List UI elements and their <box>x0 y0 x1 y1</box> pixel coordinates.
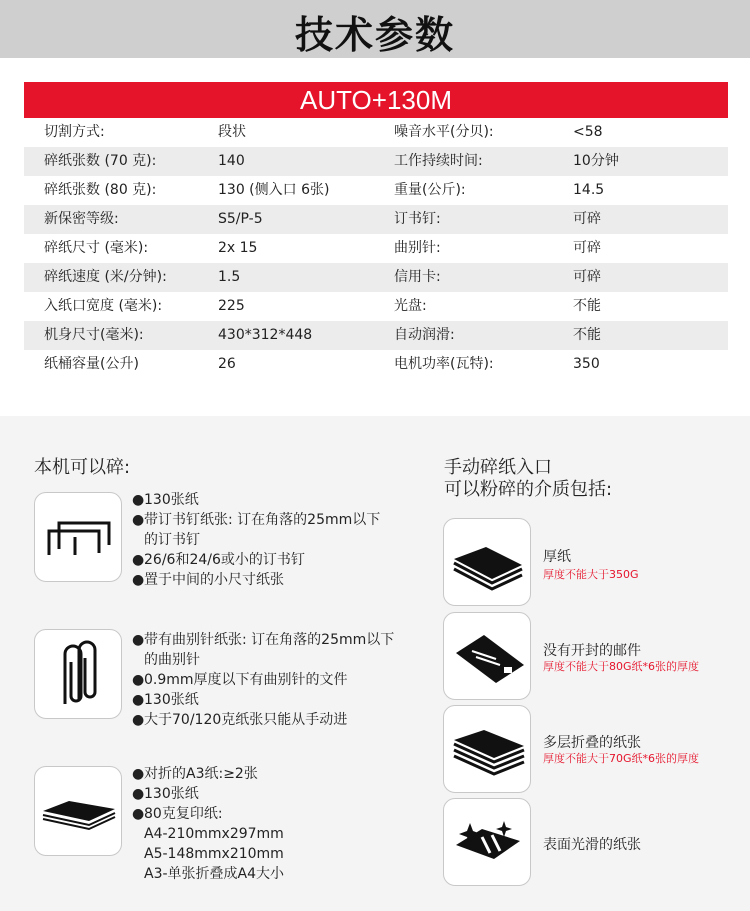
glossy-paper-icon <box>443 798 531 886</box>
spec-row <box>24 118 728 147</box>
list-item: 的订书钉 <box>144 532 200 548</box>
spec-value: 可碎 <box>573 240 601 256</box>
media-note: 厚度不能大于70G纸*6张的厚度 <box>543 752 700 765</box>
list-item: ● 130张纸 <box>132 692 199 708</box>
list-item: ● 带订书钉纸张: 订在角落的25mm以下 <box>132 512 381 528</box>
list-item: ● 对折的A3纸:≥2张 <box>132 766 258 782</box>
spec-row <box>24 234 728 263</box>
folded-paper-list <box>132 764 284 884</box>
list-item: ● 0.9mm厚度以下有曲别针的文件 <box>132 672 348 688</box>
spec-label: 碎纸张数 (70 克): <box>44 153 157 169</box>
manual-title-line2: 可以粉碎的介质包括: <box>444 479 613 500</box>
spec-label: 入纸口宽度 (毫米): <box>44 298 163 314</box>
spec-label: 机身尺寸(毫米): <box>44 327 144 343</box>
spec-table <box>24 118 728 379</box>
spec-value: 14.5 <box>573 182 605 198</box>
spec-row <box>24 263 728 292</box>
spec-value: 350 <box>573 356 600 372</box>
spec-value: 225 <box>218 298 245 314</box>
layered-paper-icon <box>443 705 531 793</box>
model-banner: AUTO+130M <box>24 82 728 118</box>
list-item: A5-148mmx210mm <box>144 846 284 862</box>
spec-label: 重量(公斤): <box>394 182 466 198</box>
spec-label: 电机功率(瓦特): <box>394 356 494 372</box>
spec-value: 可碎 <box>573 211 601 227</box>
list-item: A3-单张折叠成A4大小 <box>144 866 285 882</box>
media-name: 没有开封的邮件 <box>543 643 641 659</box>
spec-label: 工作持续时间: <box>394 153 483 169</box>
can-shred-title: 本机可以碎: <box>34 457 131 478</box>
spec-value: 段状 <box>218 124 246 140</box>
list-item: ● 26/6和24/6或小的订书钉 <box>132 552 305 568</box>
bottom-panel <box>0 416 750 911</box>
list-item: ● 带有曲别针纸张: 订在角落的25mm以下 <box>132 632 395 648</box>
spec-label: 纸桶容量(公升) <box>44 356 139 372</box>
spec-value: 140 <box>218 153 245 169</box>
media-name: 多层折叠的纸张 <box>543 735 641 751</box>
spec-label: 订书钉: <box>394 211 441 227</box>
paperclip-list <box>132 630 394 730</box>
spec-value: 可碎 <box>573 269 601 285</box>
spec-value: 不能 <box>573 327 601 343</box>
spec-label: 噪音水平(分贝): <box>394 124 494 140</box>
spec-label: 切割方式: <box>44 124 105 140</box>
list-item: 的曲别针 <box>144 652 200 668</box>
spec-row <box>24 292 728 321</box>
spec-label: 碎纸尺寸 (毫米): <box>44 240 149 256</box>
spec-row <box>24 205 728 234</box>
media-note: 厚度不能大于350G <box>543 568 639 581</box>
manual-title-line1: 手动碎纸入口 <box>444 457 552 478</box>
spec-row <box>24 350 728 379</box>
paperclip-icon <box>34 629 122 719</box>
spec-label: 光盘: <box>394 298 427 314</box>
spec-label: 信用卡: <box>394 269 441 285</box>
spec-row <box>24 147 728 176</box>
spec-value: 430*312*448 <box>218 327 313 343</box>
spec-value: <58 <box>573 124 603 140</box>
list-item: ● 大于70/120克纸张只能从手动进 <box>132 712 348 728</box>
spec-value: 26 <box>218 356 236 372</box>
spec-label: 碎纸速度 (米/分钟): <box>44 269 167 285</box>
list-item: ● 置于中间的小尺寸纸张 <box>132 572 284 588</box>
spec-label: 碎纸张数 (80 克): <box>44 182 157 198</box>
spec-label: 新保密等级: <box>44 211 119 227</box>
spec-value: 130 (侧入口 6张) <box>218 182 330 198</box>
spec-row <box>24 321 728 350</box>
list-item: ● 80克复印纸: <box>132 806 223 822</box>
spec-value: 不能 <box>573 298 601 314</box>
page-title: 技术参数 <box>294 13 455 57</box>
list-item: A4-210mmx297mm <box>144 826 284 842</box>
spec-value: 1.5 <box>218 269 241 285</box>
folded-paper-icon <box>34 766 122 856</box>
staple-icon <box>34 492 122 582</box>
envelope-icon <box>443 612 531 700</box>
spec-value: 10分钟 <box>573 153 619 169</box>
spec-value: 2x 15 <box>218 240 258 256</box>
spec-label: 曲别针: <box>394 240 441 256</box>
spec-row <box>24 176 728 205</box>
thick-paper-icon <box>443 518 531 606</box>
spec-label: 自动润滑: <box>394 327 455 343</box>
staple-list <box>132 490 380 590</box>
spec-value: S5/P-5 <box>218 211 263 227</box>
list-item: ● 130张纸 <box>132 786 199 802</box>
list-item: ● 130张纸 <box>132 492 199 508</box>
media-note: 厚度不能大于80G纸*6张的厚度 <box>543 660 700 673</box>
media-name: 厚纸 <box>543 549 571 565</box>
media-name: 表面光滑的纸张 <box>543 837 641 853</box>
